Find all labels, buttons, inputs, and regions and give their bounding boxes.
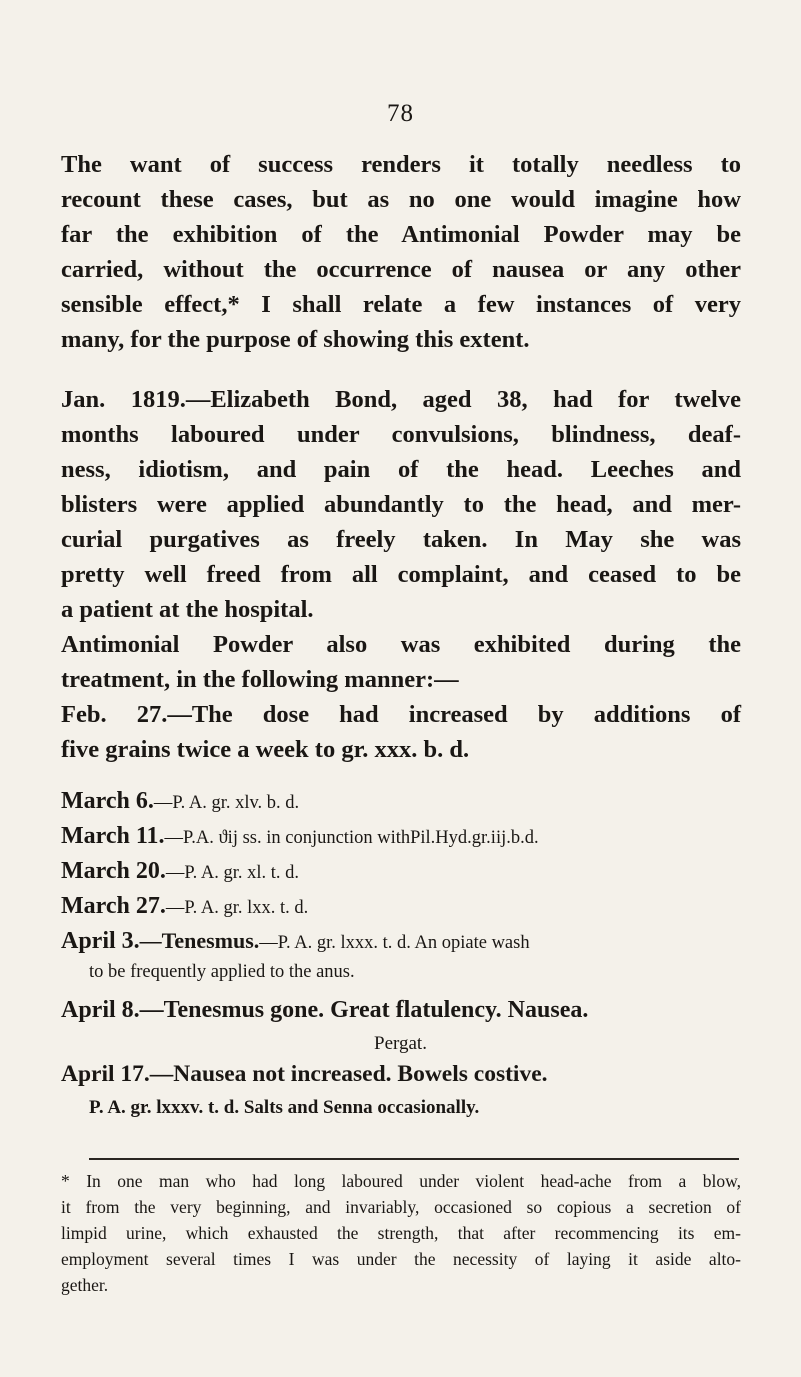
entry-text: —P.A. ϑij ss. in conjunction withPil.Hyd.gr.iij.b.d. xyxy=(164,828,539,848)
intro-paragraph xyxy=(61,147,741,357)
page-number: 78 xyxy=(387,100,414,127)
entry-continuation: P. A. gr. lxxxv. t. d. Salts and Senna occasionally. xyxy=(89,1097,480,1118)
entry-date: March 27. xyxy=(61,893,166,919)
text-line: many, for the purpose of showing this extent. xyxy=(61,326,530,353)
entry-text: —P. A. gr. xlv. b. d. xyxy=(153,793,300,813)
entry-april-8: April 8.—Tenesmus gone. Great flatulency. Nausea. xyxy=(61,997,589,1023)
text-line: blisters were applied abundantly to the head, and mer- xyxy=(61,491,741,518)
text-line: carried, without the occurrence of nausea or any other xyxy=(61,256,741,283)
footnote-rule xyxy=(89,1158,739,1160)
entry-continuation: Pergat. xyxy=(374,1033,427,1054)
text-line: limpid urine, which exhausted the strength, that after recommencing its em- xyxy=(61,1223,741,1243)
entry-april-17: April 17.—Nausea not increased. Bowels costive. xyxy=(61,1061,548,1087)
entry-march-27 xyxy=(61,893,751,920)
text-line: sensible effect,* I shall relate a few instances of very xyxy=(61,291,741,318)
text-line: months laboured under convulsions, blindness, deaf- xyxy=(61,421,741,448)
text-line: five grains twice a week to gr. xxx. b. d. xyxy=(61,736,470,763)
text-line: treatment, in the following manner:— xyxy=(61,666,459,693)
text-line: recount these cases, but as no one would imagine how xyxy=(61,186,741,213)
entry-text: —P. A. gr. lxxx. t. d. An opiate wash xyxy=(259,933,530,953)
text-line: far the exhibition of the Antimonial Powder may be xyxy=(61,221,741,248)
entry-date: March 6. xyxy=(61,788,154,814)
entry-date: March 11. xyxy=(61,823,165,849)
text-line: curial purgatives as freely taken. In May she was xyxy=(61,526,741,553)
footnote xyxy=(61,1168,741,1298)
entry-date: March 20. xyxy=(61,858,166,884)
text-line: employment several times I was under the necessity of laying it aside alto- xyxy=(61,1249,741,1269)
entry-date: April 3. xyxy=(61,928,140,954)
entry-april-3 xyxy=(61,928,751,955)
text-line: Antimonial Powder also was exhibited during the xyxy=(61,631,741,658)
text-line: ness, idiotism, and pain of the head. Leeches and xyxy=(61,456,741,483)
text-line: Feb. 27.—The dose had increased by additions of xyxy=(61,701,741,728)
case-paragraph xyxy=(61,382,741,767)
entry-march-20 xyxy=(61,858,751,885)
text-line: The want of success renders it totally needless to xyxy=(61,151,741,178)
entry-march-6 xyxy=(61,788,751,815)
text-line: Jan. 1819.—Elizabeth Bond, aged 38, had for twelve xyxy=(61,386,741,413)
entry-heading: —Tenesmus. xyxy=(139,928,260,953)
entry-text: —P. A. gr. lxx. t. d. xyxy=(165,898,309,918)
text-line: * In one man who had long laboured under violent head-ache from a blow, xyxy=(61,1171,741,1191)
text-line: it from the very beginning, and invariably, occasioned so copious a secretion of xyxy=(61,1197,741,1217)
text-line: pretty well freed from all complaint, and ceased to be xyxy=(61,561,741,588)
entry-text: —P. A. gr. xl. t. d. xyxy=(165,863,299,883)
entry-continuation: to be frequently applied to the anus. xyxy=(89,962,355,982)
text-line: a patient at the hospital. xyxy=(61,596,314,623)
entry-march-11 xyxy=(61,823,751,850)
text-line: gether. xyxy=(61,1275,109,1295)
